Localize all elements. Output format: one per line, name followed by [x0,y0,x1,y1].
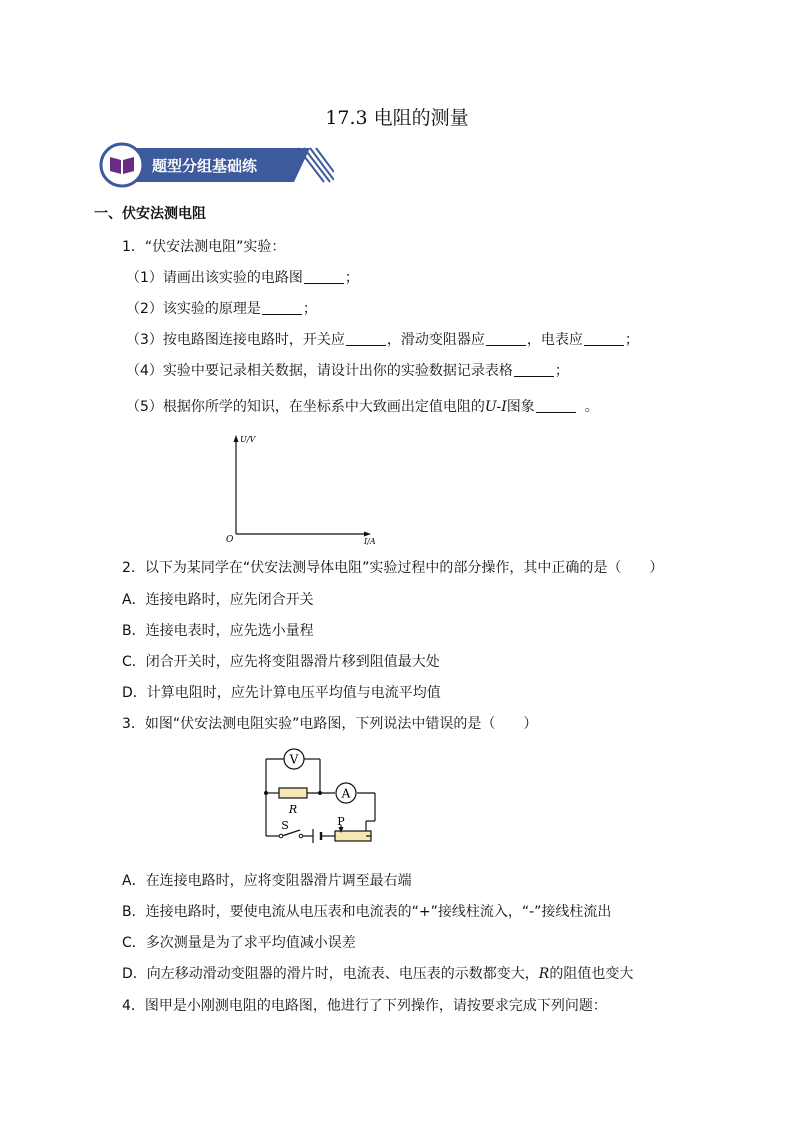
resistor-icon [279,788,307,798]
question-3-option-b: B．连接电路时，要使电流从电压表和电流表的“+”接线柱流入，“-”接线柱流出 [122,904,612,920]
answer-blank [262,300,302,315]
question-2-option-b: B．连接电表时，应先选小量程 [122,623,314,639]
answer-blank [304,269,344,284]
ui-axes [218,430,378,550]
svg-text:R: R [288,803,298,816]
origin-label: O [226,535,234,545]
question-4-stem: 4．图甲是小刚测电阻的电路图，他进行了下列操作，请按要求完成下列问题： [122,998,607,1014]
slider-label: P [337,815,345,828]
switch-label: S [281,819,289,832]
answer-blank [486,331,526,346]
question-1-part-4: （4）实验中要记录相关数据，请设计出你的实验数据记录表格 ； [126,363,569,379]
svg-text:A: A [341,786,351,801]
question-1-part-2: （2）该实验的原理是 ； [126,301,317,317]
axis-x-label: I/A [364,537,376,546]
section-banner [98,142,334,188]
rheostat-icon [335,831,371,841]
question-3-option-d: D．向左移动滑动变阻器的滑片时，电流表、电压表的示数都变大，R的阻值也变大 [122,966,634,982]
section-heading: 一、伏安法测电阻 [94,206,206,222]
circuit-diagram [255,745,390,857]
question-3-option-a: A．在连接电路时，应将变阻器滑片调至最右端 [122,873,412,889]
svg-text:V: V [289,752,299,767]
answer-blank [514,362,554,377]
answer-blank [346,331,386,346]
question-1-part-5: （5）根据你所学的知识，在坐标系中大致画出定值电阻的U-I图象 。 [126,399,599,415]
question-1-part-1: （1）请画出该实验的电路图 ； [126,270,359,286]
question-2-option-a: A．连接电路时，应先闭合开关 [122,592,314,608]
axis-y-label: U/V [240,435,256,444]
banner-label: 题型分组基础练 [152,157,258,175]
answer-blank [584,331,624,346]
question-1-stem: 1．“伏安法测电阻”实验： [122,239,286,255]
question-2-option-c: C．闭合开关时，应先将变阻器滑片移到阻值最大处 [122,654,440,670]
question-1-part-3: （3）按电路图连接电路时，开关应 ，滑动变阻器应 ，电表应 ； [126,332,639,348]
question-2-stem: 2．以下为某同学在“伏安法测导体电阻”实验过程中的部分操作，其中正确的是（ ） [122,560,664,576]
answer-blank [536,398,576,413]
question-3-stem: 3．如图“伏安法测电阻实验”电路图，下列说法中错误的是（ ） [122,716,538,732]
page-title: 17.3 电阻的测量 [325,107,469,129]
question-2-option-d: D．计算电阻时，应先计算电压平均值与电流平均值 [122,685,441,701]
question-3-option-c: C．多次测量是为了求平均值减小误差 [122,935,356,951]
